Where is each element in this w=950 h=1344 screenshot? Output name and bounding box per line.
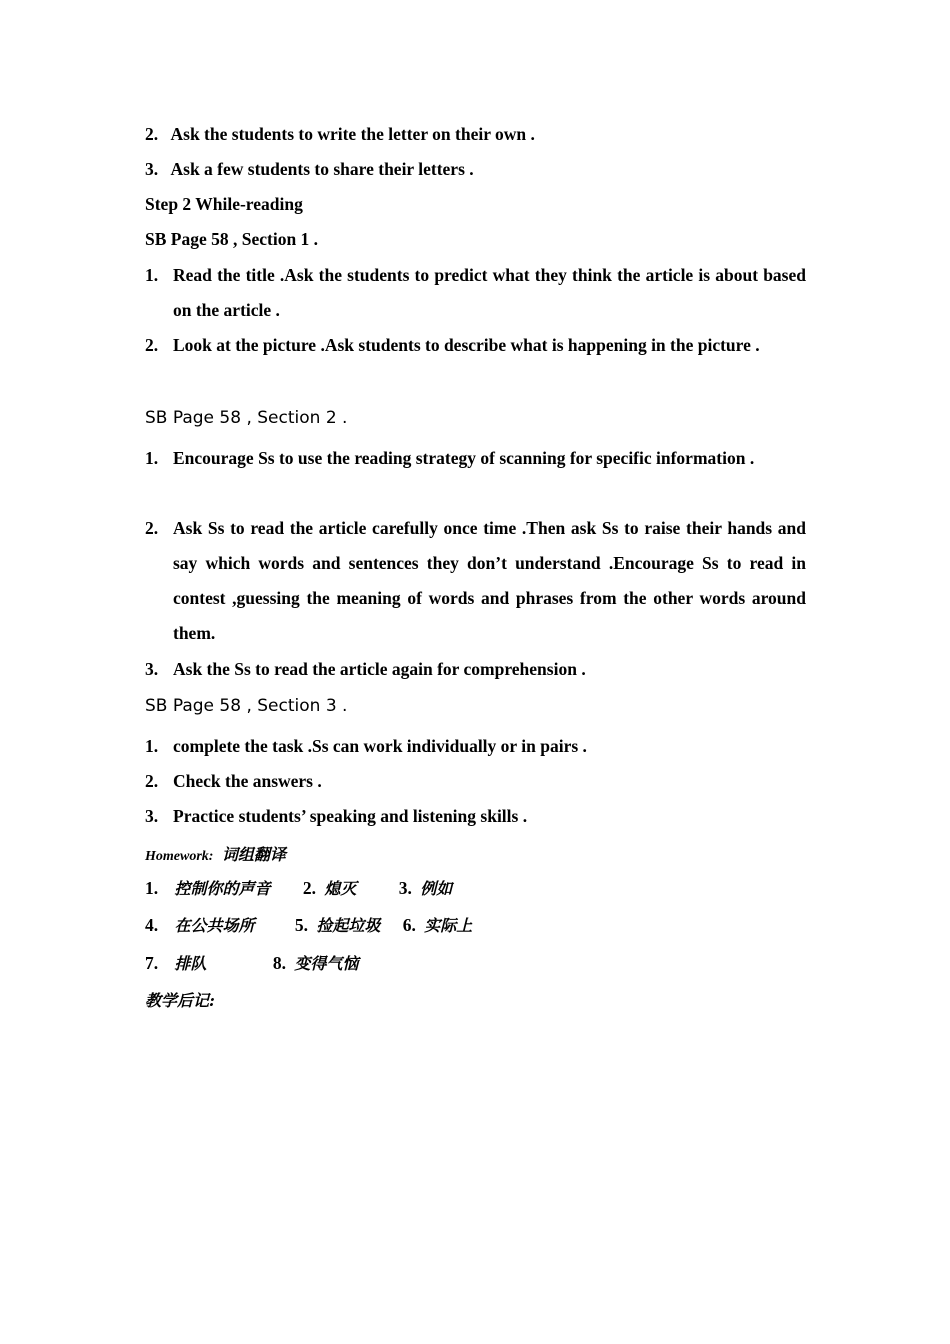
item-number: 3. bbox=[145, 159, 159, 179]
homework-row bbox=[145, 951, 358, 974]
list-item bbox=[145, 764, 806, 799]
item-text: Check the answers . bbox=[173, 771, 322, 791]
item-text: Ask a few students to share their letters . bbox=[170, 159, 474, 179]
list-item bbox=[145, 328, 806, 363]
list-item bbox=[145, 652, 806, 687]
homework-phrase: 捡起垃圾 bbox=[316, 916, 381, 935]
item-text: Read the title .Ask the students to predict what they think the article is about based on the article . bbox=[173, 265, 806, 320]
afterword-label: 教学后记: bbox=[145, 991, 215, 1010]
list-item bbox=[145, 799, 806, 834]
section-heading: SB Page 58 , Section 3 . bbox=[145, 696, 348, 716]
item-number: 2. bbox=[145, 518, 159, 538]
homework-phrase: 控制你的声音 bbox=[174, 879, 271, 898]
list-item bbox=[145, 511, 806, 651]
homework-number: 6. bbox=[402, 915, 416, 935]
homework-phrase: 例如 bbox=[420, 879, 453, 898]
homework-row bbox=[145, 876, 452, 899]
homework-number: 3. bbox=[398, 878, 412, 898]
item-number: 1. bbox=[145, 265, 159, 285]
homework-title: 词组翻译 bbox=[221, 845, 286, 864]
item-text: Practice students’ speaking and listening skills . bbox=[173, 806, 528, 826]
homework-number: 7. bbox=[145, 953, 159, 973]
homework-heading bbox=[145, 842, 286, 865]
step-heading: Step 2 While-reading bbox=[145, 194, 303, 214]
list-item bbox=[145, 729, 806, 764]
list-item bbox=[145, 441, 806, 476]
list-item bbox=[145, 124, 535, 145]
item-text: Ask Ss to read the article carefully once time .Then ask Ss to raise their hands and say which words and sentences they don’t understand .Encourage Ss to read in contest ,guessing the meaning of words and phrases from the other words around them. bbox=[173, 518, 806, 643]
homework-phrase: 实际上 bbox=[424, 916, 473, 935]
item-text: complete the task .Ss can work individually or in pairs . bbox=[173, 736, 587, 756]
item-number: 2. bbox=[145, 771, 159, 791]
homework-number: 4. bbox=[145, 915, 159, 935]
item-number: 1. bbox=[145, 736, 159, 756]
item-number: 1. bbox=[145, 448, 159, 468]
item-number: 3. bbox=[145, 806, 159, 826]
homework-number: 5. bbox=[294, 915, 309, 935]
section-heading: SB Page 58 , Section 2 . bbox=[145, 408, 348, 428]
item-text: Ask the Ss to read the article again for comprehension . bbox=[173, 659, 586, 679]
item-number: 2. bbox=[145, 335, 159, 355]
homework-number: 1. bbox=[145, 878, 159, 898]
homework-phrase: 熄灭 bbox=[324, 879, 357, 898]
homework-phrase: 变得气恼 bbox=[294, 954, 359, 973]
homework-row bbox=[145, 913, 472, 936]
homework-phrase: 排队 bbox=[174, 954, 207, 973]
homework-number: 2. bbox=[302, 878, 317, 898]
item-text: Encourage Ss to use the reading strategy of scanning for specific information . bbox=[173, 448, 755, 468]
list-item bbox=[145, 159, 474, 180]
item-number: 3. bbox=[145, 659, 159, 679]
homework-label: Homework: bbox=[145, 849, 214, 864]
item-text: Look at the picture .Ask students to describe what is happening in the picture . bbox=[173, 335, 760, 355]
item-text: Ask the students to write the letter on their own . bbox=[170, 124, 535, 144]
item-number: 2. bbox=[145, 124, 159, 144]
homework-phrase: 在公共场所 bbox=[174, 916, 255, 935]
list-item bbox=[145, 258, 806, 328]
section-heading: SB Page 58 , Section 1 . bbox=[145, 229, 319, 249]
homework-number: 8. bbox=[272, 953, 287, 973]
